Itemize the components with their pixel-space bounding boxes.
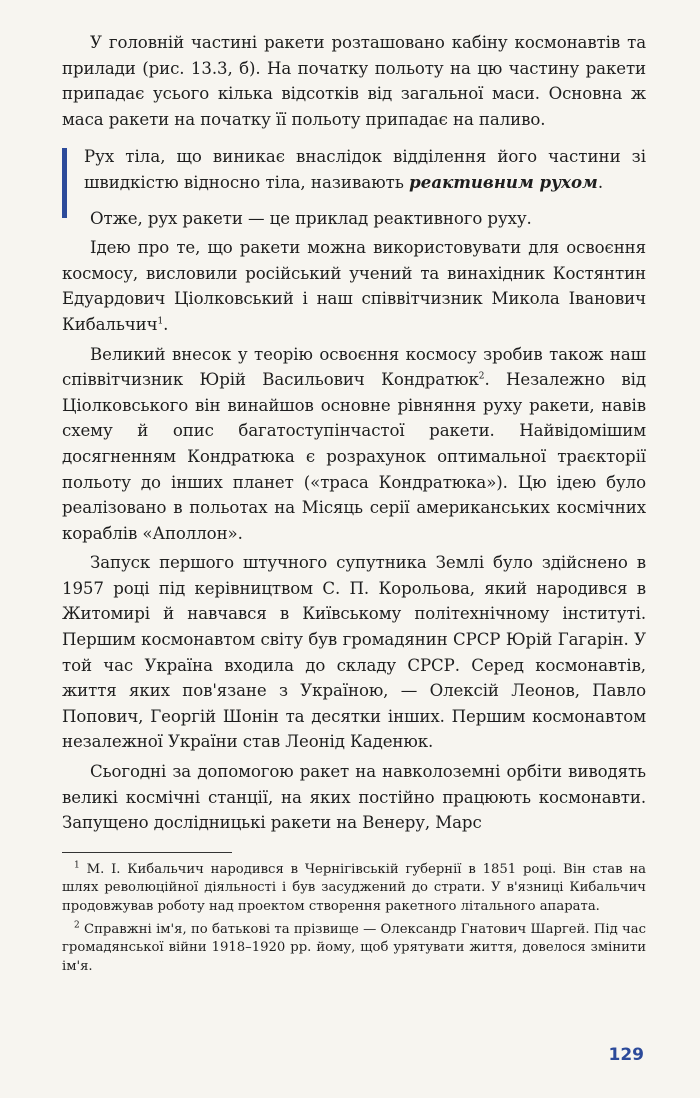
page-body	[62, 30, 646, 980]
footnote-2	[62, 921, 646, 977]
footnote-1-mark: 1	[74, 860, 80, 871]
paragraph-example: Отже, рух ракети — це приклад реактивного руху.	[90, 208, 532, 228]
footnote-1-text: М. І. Кибальчич народився в Чернігівській губернії в 1851 році. Він став на шлях революційної діяльності і був засуджений до страти. У в'язниці Кибальчич продовжував роботу над проектом створення ракетного літального апарата.	[62, 861, 646, 914]
footnote-2-mark: 2	[74, 920, 80, 931]
p4-text-a: Великий внесок у теорію освоєння космосу зробив також наш співвітчизник Юрій Васильович Кондратюк	[62, 344, 646, 390]
definition-term: реактивним рухом	[409, 171, 598, 192]
footnote-2-text: Справжні ім'я, по батькові та прізвище — Олександр Гнатович Шаргей. Під час громадянської війни 1918–1920 рр. йому, щоб урятувати життя, довелося змінити ім'я.	[62, 921, 646, 974]
definition-box	[62, 144, 646, 195]
footnote-ref-2[interactable]: 2	[478, 371, 485, 382]
p4-text-b: . Незалежно від Ціолковського він винайшов основне рівняння руху ракети, навів схему й опис багатоступінчастої ракети. Найвідомішим досягненням Кондратюка є розрахунок оптимальної траєкторії польоту до інших планет («траса Кондратюка»). Цю ідею було реалізовано в польотах на Місяць серії американських космічних кораблів «Аполлон».	[62, 370, 646, 543]
paragraph-today: Сьогодні за допомогою ракет на навколоземні орбіти виводять великі космічні станції, на яких постійно працюють космонавти. Запущено дослідницькі ракети на Венеру, Марс	[62, 762, 646, 833]
footnote-ref-1[interactable]: 1	[157, 316, 164, 327]
footnote-1	[62, 861, 646, 917]
definition-body: Рух тіла, що виникає внаслідок відділення його частини зі швидкістю відносно тіла, називають	[84, 147, 646, 192]
p3-text: Ідею про те, що ракети можна використовувати для освоєння космосу, висловили російський учений та винахідник Костянтин Едуардович Ціолковський і наш співвітчизник Микола Іванович Кибальчич	[62, 238, 646, 334]
paragraph-kondratyuk	[62, 342, 646, 547]
paragraph-first-satellite: Запуск першого штучного супутника Землі було здійснено в 1957 році під керівництвом С. П. Корольова, який народився в Житомирі й навчався в Київському політехнічному інституті. Першим космонавтом світу був громадянин СРСР Юрій Гагарін. У той час Україна входила до складу СРСР. Серед космонавтів, життя яких пов'язане з Україною, — Олексій Леонов, Павло Попович, Георгій Шонін та десятки інших. Першим космонавтом незалежної України став Леонід Каденюк.	[62, 553, 646, 752]
paragraph-tsiolkovsky	[62, 235, 646, 337]
definition-marker-bar	[62, 148, 67, 218]
page-number: 129	[608, 1045, 644, 1065]
paragraph-rocket-structure: У головній частині ракети розташовано кабіну космонавтів та прилади (рис. 13.3, б). На початку польоту на цю частину ракети припадає усього кілька відсотків від загальної маси. Основна ж маса ракети на початку її польоту припадає на паливо.	[62, 33, 646, 129]
footnote-divider	[62, 852, 232, 853]
definition-text	[84, 144, 646, 195]
definition-end: .	[597, 172, 604, 192]
p3-end: .	[163, 314, 169, 334]
